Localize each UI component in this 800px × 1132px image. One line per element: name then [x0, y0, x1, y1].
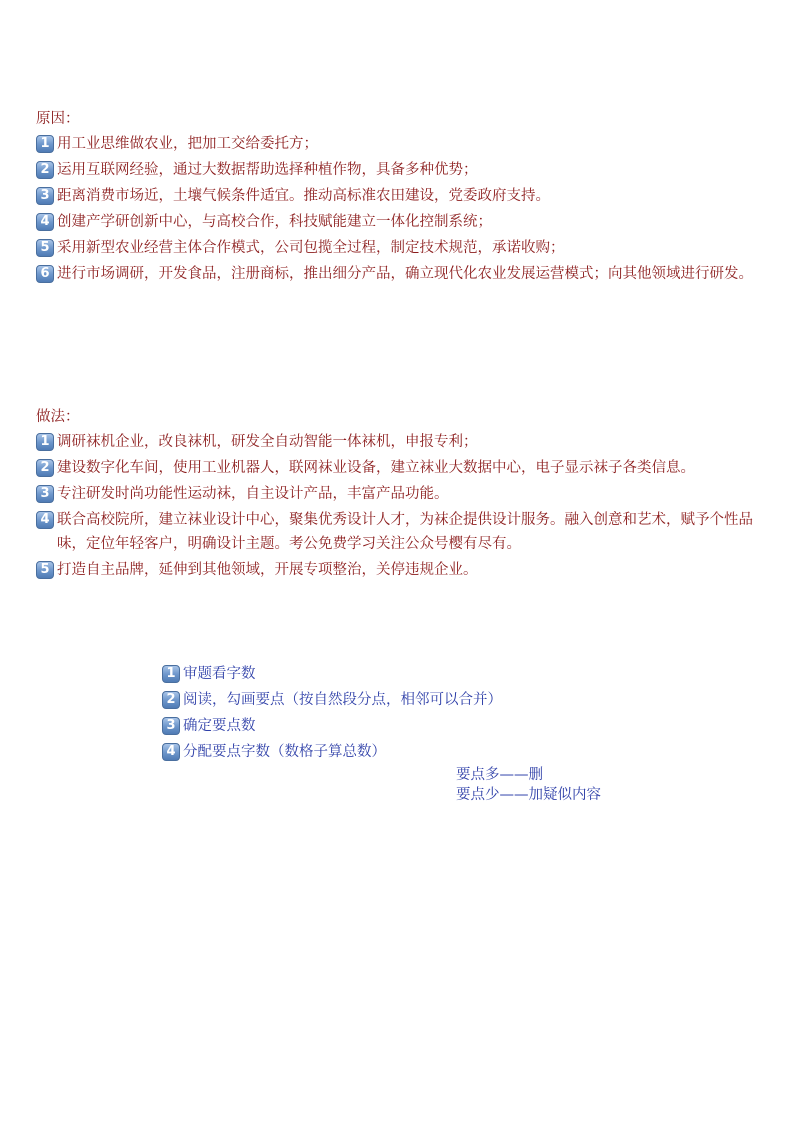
list-item-text: 距离消费市场近，土壤气候条件适宜。推动高标准农田建设，党委政府支持。	[57, 188, 550, 204]
list-item-text: 调研袜机企业，改良袜机，研发全自动智能一体袜机，申报专利；	[57, 434, 478, 450]
note-too-few-points: 要点少——加疑似内容	[456, 787, 601, 803]
list-item	[36, 456, 776, 480]
list-item-text: 专注研发时尚功能性运动袜，自主设计产品，丰富产品功能。	[57, 486, 449, 502]
number-6-icon: 6	[36, 265, 54, 283]
number-3-icon: 3	[36, 485, 54, 503]
number-4-icon: 4	[36, 511, 54, 529]
number-3-icon: 3	[162, 717, 180, 735]
list-item-text: 分配要点字数（数格子算总数）	[183, 744, 386, 760]
list-item	[36, 184, 776, 208]
list-item	[36, 558, 776, 582]
number-5-icon: 5	[36, 239, 54, 257]
list-item-text: 创建产学研创新中心，与高校合作，科技赋能建立一体化控制系统；	[57, 214, 492, 230]
list-item	[36, 210, 776, 234]
number-3-icon: 3	[36, 187, 54, 205]
list-item	[36, 508, 776, 556]
list-item	[162, 739, 722, 765]
note-too-many-points: 要点多——删	[456, 767, 543, 783]
number-4-icon: 4	[36, 213, 54, 231]
list-item-text: 进行市场调研，开发食品，注册商标，推出细分产品，确立现代化农业发展运营模式；向其他领域进行研发。	[57, 266, 753, 282]
list-item	[162, 661, 722, 687]
list-item	[36, 132, 776, 156]
list-item	[36, 430, 776, 454]
number-1-icon: 1	[36, 135, 54, 153]
methods-heading: 做法：	[36, 409, 80, 425]
number-2-icon: 2	[162, 691, 180, 709]
list-item	[36, 482, 776, 506]
reasons-heading: 原因：	[36, 111, 80, 127]
list-item-text: 联合高校院所，建立袜业设计中心，聚集优秀设计人才，为袜企提供设计服务。融入创意和艺术，赋予个性品味，定位年轻客户，明确设计主题。考公免费学习关注公众号樱有尽有。	[57, 512, 753, 552]
list-item-text: 用工业思维做农业，把加工交给委托方；	[57, 136, 318, 152]
list-item-text: 确定要点数	[183, 718, 256, 734]
list-item-text: 采用新型农业经营主体合作模式，公司包揽全过程，制定技术规范，承诺收购；	[57, 240, 565, 256]
list-item-text: 阅读，勾画要点（按自然段分点，相邻可以合并）	[183, 692, 502, 708]
list-item	[36, 236, 776, 260]
list-item	[162, 687, 722, 713]
list-item-text: 审题看字数	[183, 666, 256, 682]
number-1-icon: 1	[36, 433, 54, 451]
list-item	[162, 713, 722, 739]
methods-section	[36, 406, 776, 584]
number-2-icon: 2	[36, 459, 54, 477]
list-item-text: 建设数字化车间，使用工业机器人，联网袜业设备，建立袜业大数据中心，电子显示袜子各类信息。	[57, 460, 695, 476]
list-item-text: 运用互联网经验，通过大数据帮助选择种植作物，具备多种优势；	[57, 162, 478, 178]
steps-section	[162, 661, 722, 765]
list-item	[36, 158, 776, 182]
number-2-icon: 2	[36, 161, 54, 179]
number-5-icon: 5	[36, 561, 54, 579]
number-1-icon: 1	[162, 665, 180, 683]
reasons-section	[36, 108, 776, 288]
number-4-icon: 4	[162, 743, 180, 761]
list-item-text: 打造自主品牌，延伸到其他领域，开展专项整治，关停违规企业。	[57, 562, 478, 578]
list-item	[36, 262, 776, 286]
